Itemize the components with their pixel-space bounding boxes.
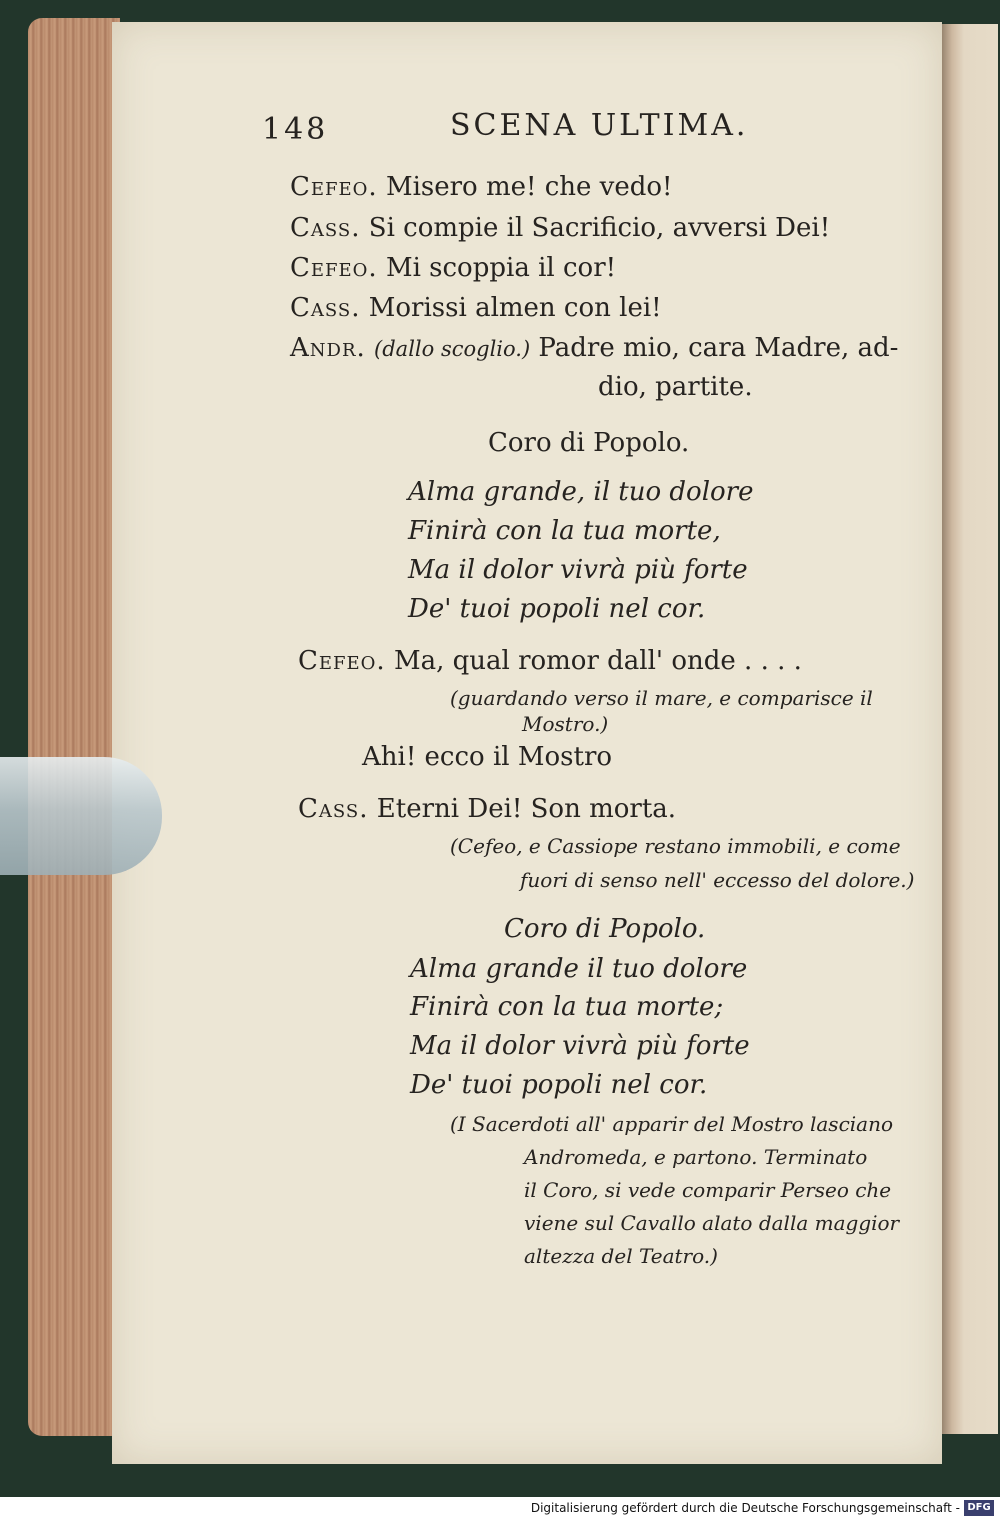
speech-line <box>290 293 662 323</box>
speech-line <box>298 794 676 824</box>
book-page <box>112 22 942 1464</box>
glass-page-weight <box>0 757 162 875</box>
speech-line: Ahi! ecco il Mostro <box>362 742 613 772</box>
stage-direction: (I Sacerdoti all' apparir del Mostro lasciano <box>450 1112 894 1136</box>
verse-line: Alma grande, il tuo dolore <box>408 477 754 507</box>
speech-text: Eterni Dei! Son morta. <box>376 794 677 824</box>
speaker-name: Cefeo. <box>298 646 386 676</box>
page-number: 148 <box>262 112 329 147</box>
speech-text: Misero me! che vedo! <box>385 172 673 202</box>
chorus-heading: Coro di Popolo. <box>488 428 690 458</box>
speech-text: Si compie il Sacrificio, avversi Dei! <box>368 213 831 243</box>
speech-line <box>290 172 673 202</box>
speaker-name: Cass. <box>290 293 361 323</box>
speaker-name: Andr. <box>290 333 366 363</box>
speech-text: Ma, qual romor dall' onde . . . . <box>393 646 802 676</box>
stage-direction: Andromeda, e partono. Terminato <box>524 1145 868 1169</box>
running-title: SCENA ULTIMA. <box>450 108 749 143</box>
verse-line: Finirà con la tua morte; <box>410 992 724 1022</box>
facing-page-edge <box>940 24 998 1434</box>
speech-continuation: dio, partite. <box>598 372 753 402</box>
speaker-name: Cefeo. <box>290 172 378 202</box>
funding-credit: Digitalisierung gefördert durch die Deutsche Forschungsgemeinschaft - <box>530 1501 960 1515</box>
stage-direction: (Cefeo, e Cassiope restano immobili, e come <box>450 834 901 858</box>
verse-line: Finirà con la tua morte, <box>408 516 721 546</box>
speaker-name: Cefeo. <box>290 253 378 283</box>
verse-line: Ma il dolor vivrà più forte <box>408 555 748 585</box>
speech-text: Mi scoppia il cor! <box>385 253 617 283</box>
verse-line: De' tuoi popoli nel cor. <box>408 594 706 624</box>
speech-text: Padre mio, cara Madre, ad- <box>538 333 899 363</box>
chorus-heading: Coro di Popolo. <box>504 914 706 944</box>
speech-line <box>298 646 802 676</box>
stage-direction: fuori di senso nell' eccesso del dolore.) <box>520 868 915 892</box>
stage-direction: Mostro.) <box>522 712 609 736</box>
verse-line: De' tuoi popoli nel cor. <box>410 1070 708 1100</box>
stage-direction: viene sul Cavallo alato dalla maggior <box>524 1211 900 1235</box>
verse-line: Alma grande il tuo dolore <box>410 954 748 984</box>
speech-line <box>290 333 898 363</box>
speech-text: Morissi almen con lei! <box>368 293 662 323</box>
speaker-name: Cass. <box>290 213 361 243</box>
page-edges <box>28 18 120 1436</box>
stage-direction: (guardando verso il mare, e comparisce il <box>450 686 873 710</box>
speech-line <box>290 253 616 283</box>
stage-direction: il Coro, si vede comparir Perseo che <box>524 1178 892 1202</box>
footer-bar <box>0 1497 1000 1521</box>
speech-line <box>290 213 830 243</box>
verse-line: Ma il dolor vivrà più forte <box>410 1031 750 1061</box>
dfg-logo-icon: DFG <box>964 1500 994 1516</box>
stage-direction: altezza del Teatro.) <box>524 1244 718 1268</box>
speaker-name: Cass. <box>298 794 369 824</box>
stage-direction: (dallo scoglio.) <box>374 337 531 361</box>
